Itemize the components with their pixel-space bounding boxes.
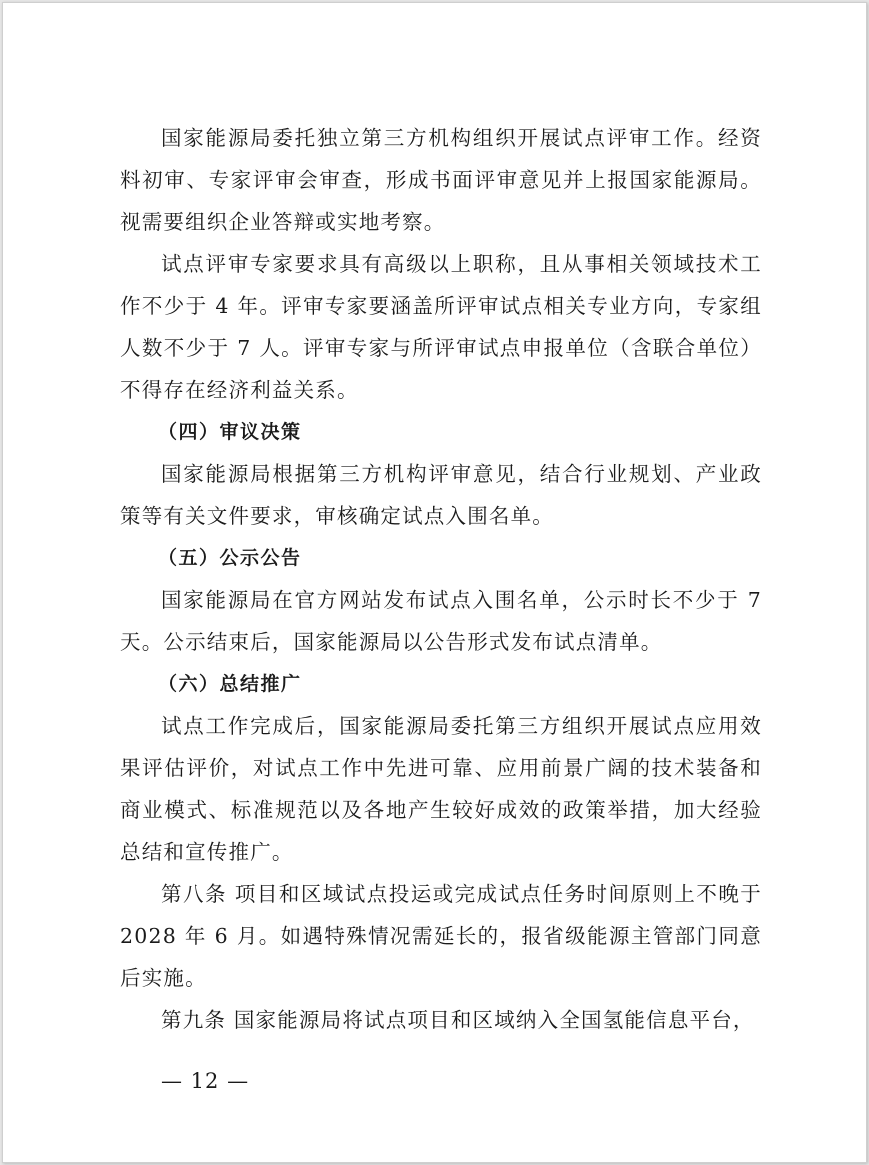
paragraph-expert-requirements: 试点评审专家要求具有高级以上职称，且从事相关领域技术工作不少于 4 年。评审专家要涵盖所评审试点相关专业方向，专家组人数不少于 7 人。评审专家与所评审试点申报单位（含联合单位）不得存在经济利益关系。 [120, 252, 762, 402]
paragraph-article-8: 第八条 项目和区域试点投运或完成试点任务时间原则上不晚于 2028 年 6 月。如遇特殊情况需延长的，报省级能源主管部门同意后实施。 [120, 882, 770, 990]
document-page [2, 2, 867, 1163]
document-body [120, 117, 770, 1041]
heading-summary-promotion: （六）总结推广 [158, 673, 302, 695]
heading-public-notice: （五）公示公告 [158, 547, 302, 569]
page-number: — 12 — [161, 1069, 250, 1093]
paragraph-summary-promotion: 试点工作完成后，国家能源局委托第三方组织开展试点应用效果评估评价，对试点工作中先进可靠、应用前景广阔的技术装备和商业模式、标准规范以及各地产生较好成效的政策举措，加大经验总结和宣传推广。 [120, 714, 762, 864]
paragraph-public-notice: 国家能源局在官方网站发布试点入围名单，公示时长不少于 7 天。公示结束后，国家能源局以公告形式发布试点清单。 [120, 588, 770, 654]
paragraph-article-9: 第九条 国家能源局将试点项目和区域纳入全国氢能信息平台， [161, 1008, 755, 1032]
paragraph-review-work: 国家能源局委托独立第三方机构组织开展试点评审工作。经资料初审、专家评审会审查，形成书面评审意见并上报国家能源局。视需要组织企业答辩或实地考察。 [120, 126, 762, 234]
paragraph-deliberation: 国家能源局根据第三方机构评审意见，结合行业规划、产业政策等有关文件要求，审核确定试点入围名单。 [120, 462, 762, 528]
heading-deliberation: （四）审议决策 [158, 421, 302, 443]
